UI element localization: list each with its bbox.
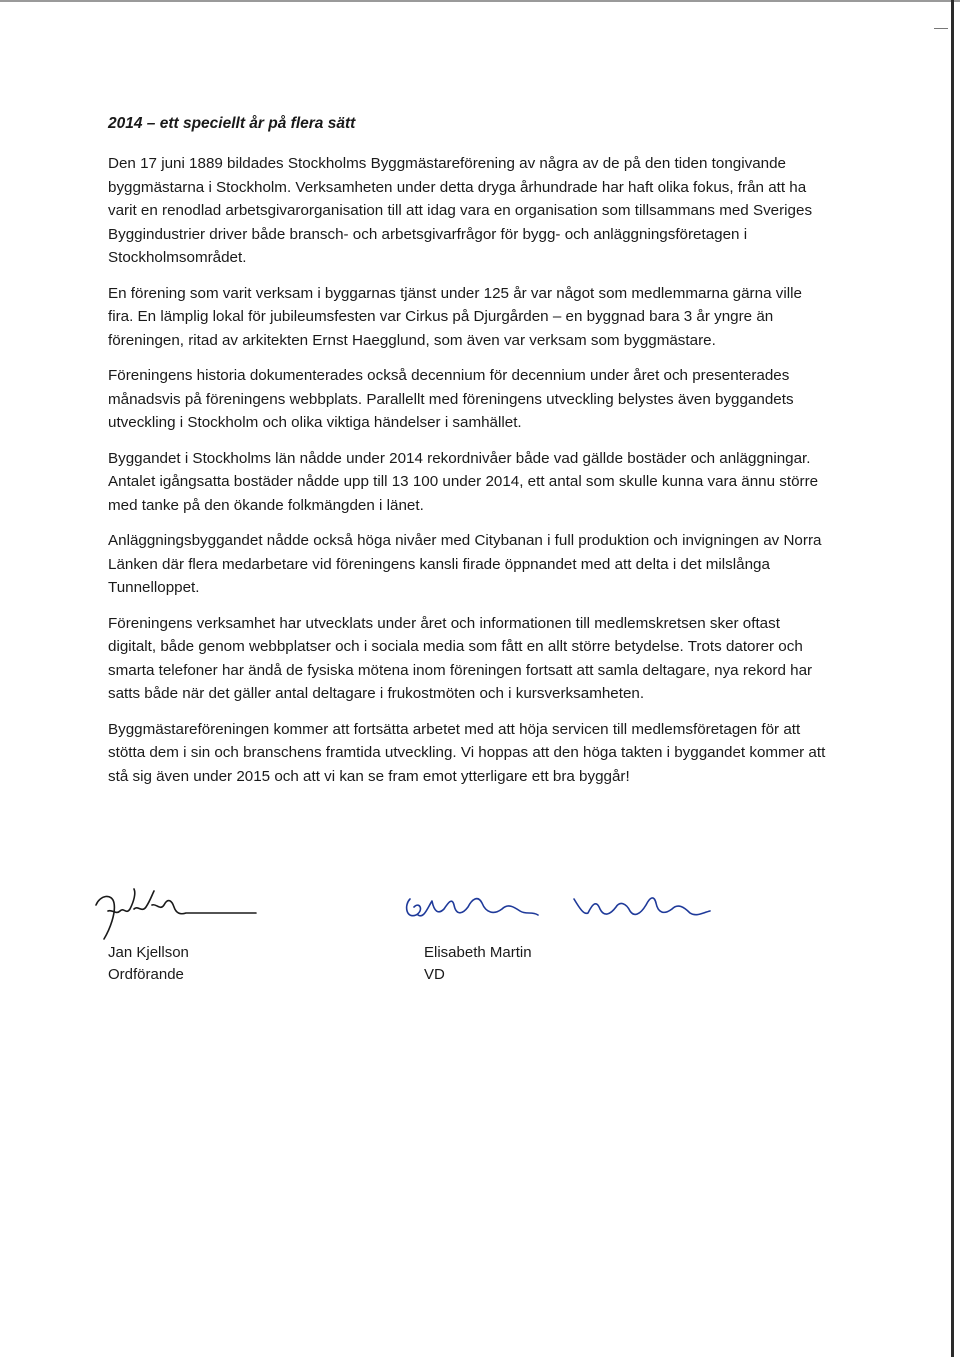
scan-mark [934,28,948,29]
signatory-role: Ordförande [108,966,184,983]
scan-edge-right [951,0,954,1357]
handwritten-signature-image [398,885,718,945]
paragraph: Den 17 juni 1889 bildades Stockholms Byggmästareförening av några av de på den tiden tongivande byggmästarna i Stockholm. Verksamheten under detta dryga århundrade har haft olika fokus, från att ha varit en renodlad arbetsgivarorganisation till att idag vara en organisation som tillsammans med Sveriges Byggindustrier driver både bransch- och arbetsgivarfrågor för bygg- och anläggningsföretagen i Stockholmsområdet. [108,155,813,266]
signature-jan-kjellson [90,885,270,983]
signatory-name: Jan Kjellson [108,944,189,961]
letter-title: 2014 – ett speciellt år på flera sätt [108,115,356,132]
handwritten-signature-image [90,885,270,945]
signatory-name: Elisabeth Martin [424,944,532,961]
paragraph: Byggandet i Stockholms län nådde under 2014 rekordnivåer både vad gällde bostäder och anläggningar. Antalet igångsatta bostäder nådde upp till 13 100 under 2014, ett antal som skulle kunna vara ännu större med tanke på den ökande folkmängden i länet. [108,449,819,514]
signatory-role: VD [424,966,445,983]
paragraph: Föreningens verksamhet har utvecklats under året och informationen till medlemskretsen sker oftast digitalt, både genom webbplatser och i sociala media som fått en allt större betydelse. Trots datorer och smarta telefoner har ändå de fysiska mötena inom föreningen fortsatt att samla deltagare, nya rekord har satts både när det gäller antal deltagare i frukostmöten och i kursverksamheten. [108,614,813,702]
paragraph: En förening som varit verksam i byggarnas tjänst under 125 år var något som medlemmarna gärna ville fira. En lämplig lokal för jubileumsfesten var Cirkus på Djurgården – en byggnad bara 3 år yngre än föreningen, ritad av arkitekten Ernst Haegglund, som även var verksam som byggmästare. [108,284,802,349]
paragraph: Byggmästareföreningen kommer att fortsätta arbetet med att höja servicen till medlemsföretagen för att stötta dem i sin och branschens framtida utveckling. Vi hoppas att den höga takten i byggandet kommer att stå sig även under 2015 och att vi kan se fram emot ytterligare ett bra byggår! [108,720,826,785]
signature-block [0,885,960,995]
paragraph: Föreningens historia dokumenterades också decennium för decennium under året och presenterades månadsvis på föreningens webbplats. Parallellt med föreningens utveckling belystes även byggandets utveckling i Stockholm och olika viktiga händelser i samhället. [108,367,794,431]
paragraph: Anläggningsbyggandet nådde också höga nivåer med Citybanan i full produktion och invigningen av Norra Länken där flera medarbetare vid föreningens kansli firade öppnandet med att delta i det milslånga Tunnelloppet. [108,532,822,596]
signature-elisabeth-martin [398,885,718,983]
scan-edge-top [0,0,960,2]
letter-body [108,112,828,800]
